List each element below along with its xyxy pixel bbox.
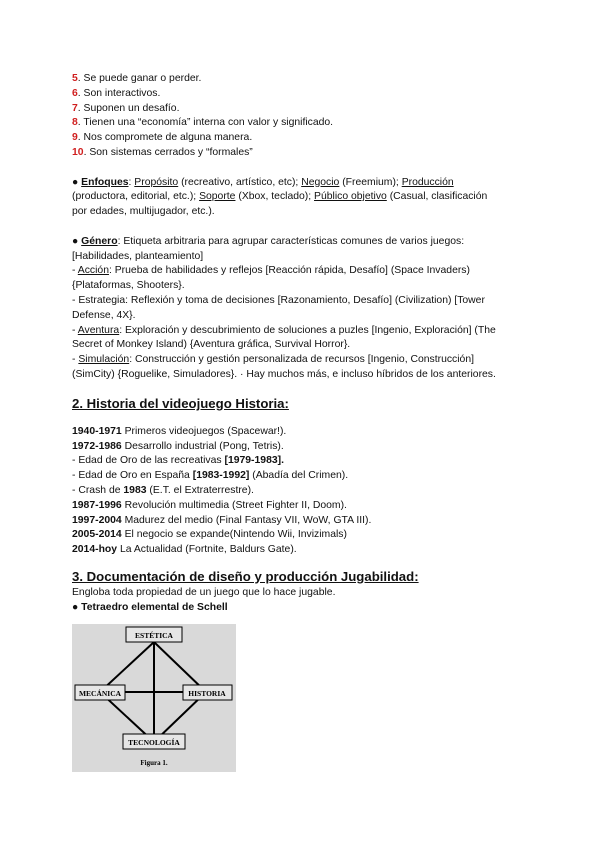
timeline-item <box>72 425 532 440</box>
estrategia-line-2: Defense, 4X}. <box>72 309 136 321</box>
item-number: 6 <box>72 87 78 99</box>
simulacion-line <box>72 353 532 368</box>
documentacion-heading: 3. Documentación de diseño y producción Jugabilidad: <box>72 568 419 584</box>
item-number: 7 <box>72 102 78 114</box>
timeline-period: [1983-1992] <box>192 470 250 482</box>
bullet: ● <box>72 176 82 188</box>
timeline-item <box>72 514 532 529</box>
genero-section <box>72 235 532 383</box>
timeline-text: Revolución multimedia (Street Fighter II, Doom). <box>121 499 347 511</box>
item-text: . Nos compromete de alguna manera. <box>77 132 253 144</box>
negocio-rest: (Freemium); <box>339 176 399 188</box>
timeline-period: 1997-2004 <box>72 514 122 526</box>
item-text: . Suponen un desafío. <box>77 102 180 114</box>
spacer <box>72 413 532 425</box>
genero-line-2: [Habilidades, planteamiento] <box>72 250 204 262</box>
publico-term: Público objetivo <box>314 191 387 203</box>
item-tail: . <box>281 455 284 467</box>
characteristic-item <box>72 116 532 131</box>
timeline-text: Desarrollo industrial (Pong, Tetris). <box>121 440 284 452</box>
timeline-period: 1972-1986 <box>72 440 122 452</box>
dash: - <box>72 265 78 277</box>
aventura-rest: : Exploración y descubrimiento de soluciones a puzles [Ingenio, Exploración] (The <box>119 324 496 336</box>
tetraedro-figure <box>72 624 236 772</box>
timeline-text: Madurez del medio (Final Fantasy VII, WoW, GTA III). <box>121 514 372 526</box>
soporte-rest: (Xbox, teclado); <box>235 191 312 203</box>
figure-caption: Figura 1. <box>140 758 168 767</box>
timeline-period: 2014-hoy <box>72 544 118 556</box>
historia-list <box>72 425 532 558</box>
timeline-item <box>72 484 532 499</box>
characteristic-item <box>72 131 532 146</box>
negocio-term: Negocio <box>301 176 340 188</box>
item-text: . Son sistemas cerrados y “formales” <box>83 146 253 158</box>
enfoques-label: Enfoques <box>81 176 129 188</box>
document-page <box>72 72 532 772</box>
characteristic-item <box>72 102 532 117</box>
enfoques-line-3: por edades, multijugador, etc.). <box>72 206 215 218</box>
characteristic-item <box>72 72 532 87</box>
item-text: . Se puede ganar o perder. <box>77 73 202 84</box>
timeline-item <box>72 454 532 469</box>
timeline-period: 1983 <box>123 484 147 496</box>
item-text: . Son interactivos. <box>77 87 161 99</box>
spacer <box>72 220 532 235</box>
accion-line <box>72 264 532 279</box>
publico-rest: (Casual, clasificación <box>386 191 488 203</box>
node-bottom-label: TECNOLOGÍA <box>128 737 180 747</box>
produccion-term: Producción <box>401 176 454 188</box>
tetraedro-diagram <box>72 624 236 772</box>
enfoques-line-1 <box>72 176 532 191</box>
timeline-text: (E.T. el Extraterrestre). <box>146 484 254 496</box>
tetraedro-title: ● Tetraedro elemental de Schell <box>72 601 228 613</box>
item-number: 5 <box>72 73 78 84</box>
colon: : <box>128 176 135 188</box>
accion-line-2: {Plataformas, Shooters}. <box>72 280 185 292</box>
timeline-item <box>72 469 532 484</box>
genero-label: Género <box>81 235 118 247</box>
documentacion-desc: Engloba toda propiedad de un juego que lo hace jugable. <box>72 586 336 598</box>
enfoques-line-2 <box>72 190 532 205</box>
bullet: ● <box>72 235 82 247</box>
simulacion-term: Simulación <box>78 354 130 366</box>
item-prefix: - Crash de <box>72 484 124 496</box>
estrategia-line: - Estrategia: Reflexión y toma de decisiones [Razonamiento, Desafío] (Civilization) [Tower <box>72 294 485 306</box>
node-left-label: MECÁNICA <box>78 688 122 698</box>
timeline-period: [1979-1983] <box>224 455 282 467</box>
aventura-term: Aventura <box>77 324 120 336</box>
characteristic-item <box>72 87 532 102</box>
timeline-text: Primeros videojuegos (Spacewar!). <box>121 425 287 437</box>
characteristic-item <box>72 146 532 161</box>
soporte-term: Soporte <box>199 191 236 203</box>
timeline-item <box>72 528 532 543</box>
spacer <box>72 558 532 568</box>
proposito-term: Propósito <box>134 176 179 188</box>
simulacion-line-2: (SimCity) {Roguelike, Simuladores}. · Hay muchos más, e incluso híbridos de los anteriores. <box>72 368 496 380</box>
item-prefix: - Edad de Oro de las recreativas <box>72 455 225 467</box>
accion-term: Acción <box>77 265 109 277</box>
timeline-text: (Abadía del Crimen). <box>249 470 349 482</box>
item-number: 9 <box>72 132 78 144</box>
timeline-period: 2005-2014 <box>72 529 122 541</box>
item-prefix: - Edad de Oro en España <box>72 470 193 482</box>
genero-line-1 <box>72 235 532 250</box>
simulacion-rest: : Construcción y gestión personalizada de recursos [Ingenio, Construcción] <box>129 354 474 366</box>
spacer <box>72 383 532 395</box>
enfoques-section <box>72 176 532 220</box>
item-number: 10 <box>72 146 84 158</box>
node-right-label: HISTORIA <box>188 688 226 698</box>
timeline-text: El negocio se expande(Nintendo Wii, Invizimals) <box>121 529 347 541</box>
item-number: 8 <box>72 117 78 129</box>
dash: - <box>72 324 78 336</box>
aventura-line-2: Secret of Monkey Island) {Aventura gráfica, Survival Horror}. <box>72 339 351 351</box>
line2-text: (productora, editorial, etc.); <box>72 191 197 203</box>
timeline-text: La Actualidad (Fortnite, Baldurs Gate). <box>117 544 297 556</box>
timeline-period: 1987-1996 <box>72 499 122 511</box>
timeline-item <box>72 499 532 514</box>
spacer <box>72 161 532 176</box>
timeline-item <box>72 543 532 558</box>
item-text: . Tienen una “economía” interna con valor y significado. <box>77 117 334 129</box>
timeline-period: 1940-1971 <box>72 425 122 437</box>
dash: - <box>72 354 79 366</box>
aventura-line <box>72 324 532 339</box>
genero-desc: : Etiqueta arbitraria para agrupar características comunes de varios juegos: <box>117 235 465 247</box>
characteristics-list <box>72 72 532 161</box>
historia-heading: 2. Historia del videojuego Historia: <box>72 395 289 411</box>
proposito-rest: (recreativo, artístico, etc); <box>178 176 299 188</box>
timeline-item <box>72 440 532 455</box>
accion-rest: : Prueba de habilidades y reflejos [Reacción rápida, Desafío] (Space Invaders) <box>108 265 470 277</box>
node-top-label: ESTÉTICA <box>135 630 173 640</box>
